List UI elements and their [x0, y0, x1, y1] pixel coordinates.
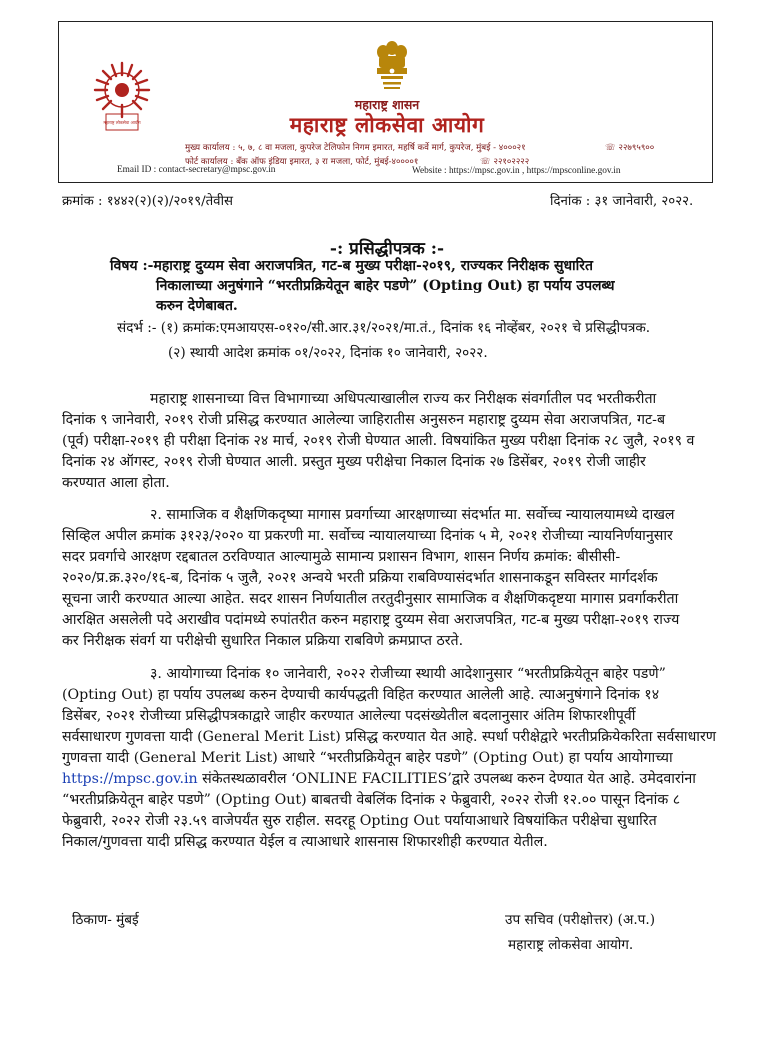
paragraph-line: दिनांक ९ जानेवारी, २०१९ रोजी प्रसिद्ध करण्यात आलेल्या जाहिरातीस अनुसरुन महाराष्ट्र दुय्यम सेवा अराजपत्रित, गट-ब — [62, 412, 666, 428]
government-name: महाराष्ट्र शासन — [354, 97, 420, 112]
paragraph-line: निकाल/गुणवत्ता यादी प्रसिद्ध करण्यात येईल व त्याआधारे शासनास शिफारशीही करण्यात येतील. — [62, 834, 548, 850]
head-office-phone: ☏ २२७९५९०० — [605, 143, 655, 153]
reference-line: (२) स्थायी आदेश क्रमांक ०१/२०२२, दिनांक १० जानेवारी, २०२२. — [168, 345, 488, 361]
paragraph-line: फेब्रुवारी, २०२२ रोजी २३.५९ वाजेपर्यंत सुरु राहील. सदरहू Opting Out पर्यायाआधारे विषयांकित परीक्षेचा सुधारित — [62, 813, 657, 829]
subject-line: निकालाच्या अनुषंगाने “भरतीप्रक्रियेतून बाहेर पडणे” (Opting Out) हा पर्याय उपलब्ध — [156, 278, 615, 294]
paragraph-line: गुणवत्ता यादी (General Merit List) आधारे “भरतीप्रक्रियेतून बाहेर पडणे” (Opting Out) हा पर्याय आयोगाच्या — [62, 750, 673, 766]
signatory-designation: उप सचिव (परीक्षोत्तर) (अ.प.) — [505, 912, 656, 928]
letter-date: दिनांक : ३१ जानेवारी, २०२२. — [550, 194, 694, 209]
head-office-address: मुख्य कार्यालय : ५, ७, ८ वा मजला, कुपरेज टेलिफोन निगम इमारत, महर्षि कर्वे मार्ग, कुपरेज, मुंबई - ४०००२१ — [185, 143, 526, 153]
document-title: -: प्रसिद्धीपत्रक :- — [329, 239, 445, 259]
paragraph-line: महाराष्ट्र शासनाच्या वित्त विभागाच्या अधिपत्याखालील राज्य कर निरीक्षक संवर्गातील पद भरतीकरीता — [150, 391, 657, 407]
paragraph-line — [62, 769, 696, 789]
national-emblem-icon — [372, 38, 412, 94]
website-contact: Website : https://mpsc.gov.in , https://mpsconline.gov.in — [412, 166, 621, 176]
reference-number: क्रमांक : १४४२(२)(२)/२०१९/तेवीस — [62, 194, 234, 209]
paragraph-line: (Opting Out) हा पर्याय उपलब्ध करुन देण्याची कार्यपद्धती विहित करण्यात आलेली आहे. त्याअनुषंगाने दिनांक १४ — [62, 687, 660, 703]
email-contact: Email ID : contact-secretary@mpsc.gov.in — [117, 165, 276, 175]
paragraph-line: सूचना जारी करण्यात आल्या आहेत. सदर शासन निर्णयातील तरतुदीनुसार सामाजिक व शैक्षणिकदृष्टया मागास प्रवर्गाकरीता — [62, 591, 679, 607]
reference-line: संदर्भ :- (१) क्रमांक:एमआयएस-०१२०/सी.आर.३१/२०२१/मा.तं., दिनांक १६ नोव्हेंबर, २०२१ चे प्रसिद्धीपत्रक. — [117, 320, 651, 336]
subject-block — [110, 256, 713, 316]
paragraph-line: कर निरीक्षक संवर्ग या परीक्षेची सुधारित निकाल प्रक्रिया राबविणे क्रमप्राप्त ठरते. — [62, 633, 464, 649]
paragraph-text: संकेतस्थळावरील ‘ONLINE FACILITIES’द्वारे उपलब्ध करुन देण्यात येत आहे. उमेदवारांना — [202, 771, 696, 787]
signatory-organization: महाराष्ट्र लोकसेवा आयोग. — [508, 937, 634, 953]
paragraph-line: दिनांक २४ ऑगस्ट, २०१९ रोजी घेण्यात आली. प्रस्तुत मुख्य परीक्षेचा निकाल दिनांक २७ डिसेंबर, २०१९ रोजी जाहीर — [62, 454, 646, 470]
paragraph-line: ३. आयोगाच्या दिनांक १० जानेवारी, २०२२ रोजीच्या स्थायी आदेशानुसार “भरतीप्रक्रियेतून बाहेर पडणे” — [150, 666, 666, 682]
fort-office-phone: ☏ २२१०२२२२ — [480, 157, 530, 167]
paragraph-line: करण्यात आला होता. — [62, 475, 170, 491]
commission-name: महाराष्ट्र लोकसेवा आयोग — [289, 112, 485, 137]
mpsc-website-link[interactable]: https://mpsc.gov.in — [62, 771, 198, 787]
place: ठिकाण- मुंबई — [72, 912, 139, 928]
paragraph-line: (पूर्व) परीक्षा-२०१९ ही परीक्षा दिनांक २४ मार्च, २०१९ रोजी घेण्यात आली. विषयांकित मुख्य परीक्षा दिनांक २८ जुलै, २०१९ व — [62, 433, 695, 449]
paragraph-line: २०२०/प्र.क्र.३२०/१६-ब, दिनांक ५ जुलै, २०२१ अन्वये भरती प्रक्रिया राबविण्यासंदर्भात शासनाकडून सविस्तर मार्गदर्शक — [62, 570, 658, 586]
subject-line: विषय :-महाराष्ट्र दुय्यम सेवा अराजपत्रित, गट-ब मुख्य परीक्षा-२०१९, राज्यकर निरीक्षक सुधारित — [110, 258, 594, 274]
paragraph-line: डिसेंबर, २०२१ रोजीच्या प्रसिद्धीपत्रकाद्वारे जाहीर करण्यात आलेल्या पदसंख्येतील बदलानुसार अंतिम शिफारशीपूर्वी — [62, 708, 636, 724]
paragraph-line: “भरतीप्रक्रियेतून बाहेर पडणे” (Opting Out) बाबतची वेबलिंक दिनांक २ फेब्रुवारी, २०२२ रोजी १२.०० पासून दिनांक ८ — [62, 792, 681, 808]
paragraph-line: २. सामाजिक व शैक्षणिकदृष्या मागास प्रवर्गाच्या आरक्षणाच्या संदर्भात मा. सर्वोच्च न्यायालयामध्ये दाखल — [150, 507, 675, 523]
fort-office-address: फोर्ट कार्यालय : बँक ऑफ इंडिया इमारत, ३ रा मजला, फोर्ट, मुंबई-४००००१ — [185, 157, 419, 167]
paragraph-line: सदर प्रवर्गाचे आरक्षण रद्दबातल ठरविण्यात आल्यामुळे सामान्य प्रशासन विभाग, शासन निर्णय क्रमांक: बीसीसी- — [62, 549, 621, 565]
subject-line: करुन देणेबाबत. — [156, 298, 238, 314]
logo-caption: महाराष्ट्र लोकसेवा आयोग — [103, 120, 141, 125]
paragraph-line: आरक्षित असलेली पदे अराखीव पदांमध्ये रुपांतरीत करुन महाराष्ट्र दुय्यम सेवा अराजपत्रित, गट-ब मुख्य परीक्षा-२०१९ राज्य — [62, 612, 680, 628]
paragraph-line: सर्वसाधारण गुणवत्ता यादी (General Merit List) प्रसिद्ध करण्यात येत आहे. स्पर्धा परीक्षेद्वारे भरतीप्रक्रियेकरिता सर्वसाधारण — [62, 729, 716, 745]
paragraph-line: सिव्हिल अपील क्रमांक ३१२३/२०२० या प्रकरणी मा. सर्वोच्च न्यायालयाच्या दिनांक ५ मे, २०२१ रोजीच्या न्यायनिर्णयानुसार — [62, 528, 673, 544]
